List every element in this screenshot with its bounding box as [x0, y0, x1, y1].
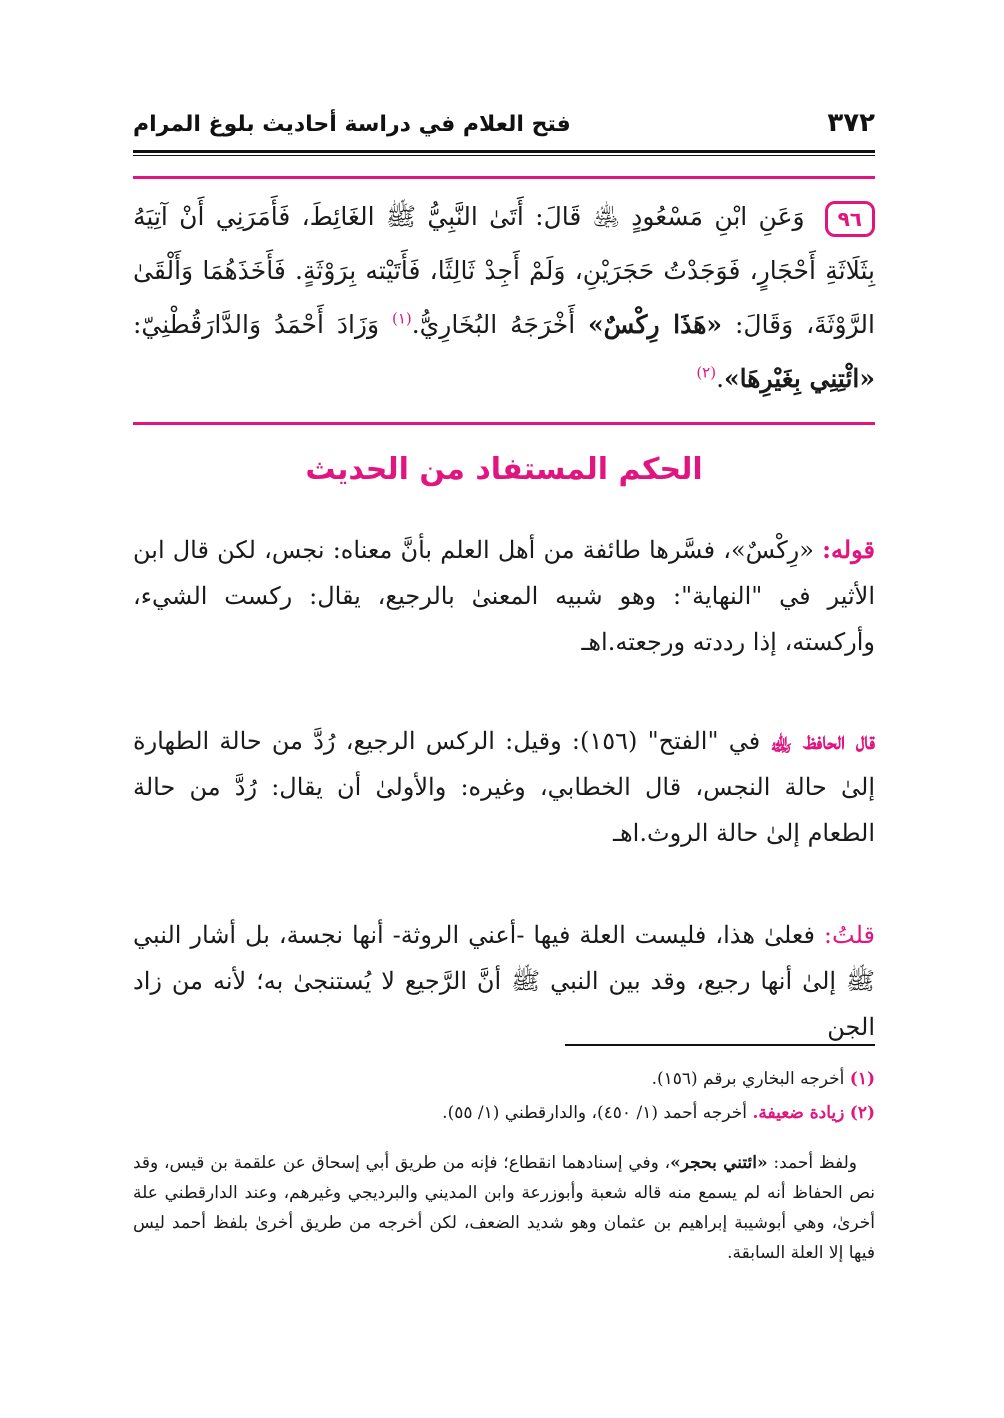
- hadith-line-1: وَعَنِ ابْنِ مَسْعُودٍ ﵁ قَالَ: أَتَىٰ النَّبِيُّ ﷺ الغَائِطَ، فَأَمَرَنِي أَنْ آتِيَهُ بِثَلَاثَةِ: [133, 202, 875, 285]
- header-rule-thin: [133, 155, 875, 156]
- paragraph-3-label: قلتُ:: [823, 921, 875, 949]
- page-number: ٣٧٢: [827, 108, 875, 138]
- hadith-number-badge: ٩٦: [825, 201, 875, 237]
- footnote-1-text: أخرجه البخاري برقم (١٥٦).: [651, 1069, 845, 1089]
- hadith-quote-2: «ائْتِنِي بِغَيْرِهَا»: [724, 364, 875, 393]
- footnote-ref-2[interactable]: (٢): [696, 363, 717, 382]
- footnote-1-number: (١): [849, 1069, 875, 1089]
- hadith-top-rule: [133, 176, 875, 179]
- paragraph-2-text: في "الفتح" (١٥٦): وقيل: الركس الرجيع، رُدَّ من حالة الطهارة إلىٰ حالة النجس، قال الخطابي، وغيره: والأولىٰ أن يقال: رُدَّ من حالة الطعام إلىٰ حالة الروث.اهـ: [133, 727, 875, 847]
- footnote-separator: [565, 1044, 875, 1046]
- paragraph-2-label: قال الحافظ ﵀: [770, 726, 875, 755]
- footnote-cont-quote: «ائتني بحجر»: [670, 1153, 768, 1173]
- footnote-1: [133, 1064, 875, 1094]
- footnote-2-text: أخرجه أحمد (١/ ٤٥٠)، والدارقطني (١/ ٥٥).: [442, 1103, 748, 1123]
- hadith-line-3b: أَخْرَجَهُ البُخَارِيُّ.: [411, 310, 576, 339]
- hadith-bottom-rule: [133, 422, 875, 425]
- paragraph-1: [133, 527, 875, 665]
- book-title: فتح العلام في دراسة أحاديث بلوغ المرام: [133, 112, 571, 137]
- footnote-2: [133, 1098, 875, 1128]
- hadith-text: ٩٦وَعَنِ ابْنِ مَسْعُودٍ ﵁ قَالَ: أَتَىٰ النَّبِيُّ ﷺ الغَائِطَ، فَأَمَرَنِي أَنْ آتِيَهُ بِثَلَاثَةِ أَحْجَارٍ، فَوَجَدْتُ حَجَرَيْنِ، وَلَمْ أَجِدْ ثَالِثًا، فَأَتَيْته بِرَوْثَةٍ. فَأَخَذَهُمَا وَأَلْقَىٰ الرَّوْثَةَ، وَقَالَ: «هَذَا رِكْسٌ» أَخْرَجَهُ البُخَارِيُّ.$^{(١)}$ وَزَادَ أَحْمَدُ وَالدَّارَقُطْنِيّ: «ائْتِنِي بِغَيْرِهَا».$^{(٢)}$: [133, 202, 875, 393]
- hadith-line-2: أَحْجَارٍ، فَوَجَدْتُ حَجَرَيْنِ، وَلَمْ أَجِدْ ثَالِثًا، فَأَتَيْته بِرَوْثَةٍ. فَأَخَذَهُمَا وَأَلْقَىٰ الرَّوْثَةَ،: [133, 256, 875, 339]
- header-rule: [133, 150, 875, 153]
- paragraph-1-text: «رِكْسٌ»، فسَّرها طائفة من أهل العلم بأنَّ معناه: نجس، لكن قال ابن الأثير في "النهاية": وهو شبيه المعنىٰ بالرجيع، يقال: ركست الشيء، وأركسته، إذا رددته ورجعته.اهـ: [133, 536, 876, 656]
- footnote-cont-text: ، وفي إسنادهما انقطاع؛ فإنه من طريق أبي إسحاق عن علقمة بن قيس، وقد نص الحفاظ أنه لم يسمع منه قاله شعبة وأبوزرعة وابن المديني والبرديجي وغيرهم، وعند الدارقطني علة أخرىٰ، وهي أبوشيبة إبراهيم بن عثمان وهو شديد الضعف، لكن أخرجه من طريق أخرىٰ بلفظ أحمد ليس فيها إلا العلة السابقة.: [133, 1153, 875, 1263]
- paragraph-3-text: فعلىٰ هذا، فليست العلة فيها -أعني الروثة- أنها نجسة، بل أشار النبي ﷺ إلىٰ أنها رجيع، وقد بين النبي ﷺ أنَّ الرَّجيع لا يُستنجىٰ به؛ لأنه من زاد الجن: [133, 921, 875, 1041]
- running-header: [133, 108, 875, 148]
- footnote-2-number: (٢): [849, 1103, 875, 1123]
- hadith-line-3a: وَقَالَ:: [734, 310, 794, 339]
- hadith-line-3c: وَزَادَ أَحْمَدُ وَالدَّارَقُطْنِيّ:: [133, 310, 380, 339]
- footnote-ref-1[interactable]: (١): [391, 309, 412, 328]
- hadith-quote-1: «هَذَا رِكْسٌ»: [588, 310, 723, 339]
- paragraph-3: [133, 912, 875, 1050]
- paragraph-2: [133, 718, 875, 856]
- section-heading: الحكم المستفاد من الحديث: [305, 452, 703, 487]
- footnote-cont-lead: ولفظ أحمد:: [773, 1153, 857, 1173]
- paragraph-1-label: قوله:: [822, 535, 875, 564]
- footnote-2-grade: زيادة ضعيفة.: [752, 1103, 845, 1123]
- footnote-2-continuation: [133, 1148, 875, 1268]
